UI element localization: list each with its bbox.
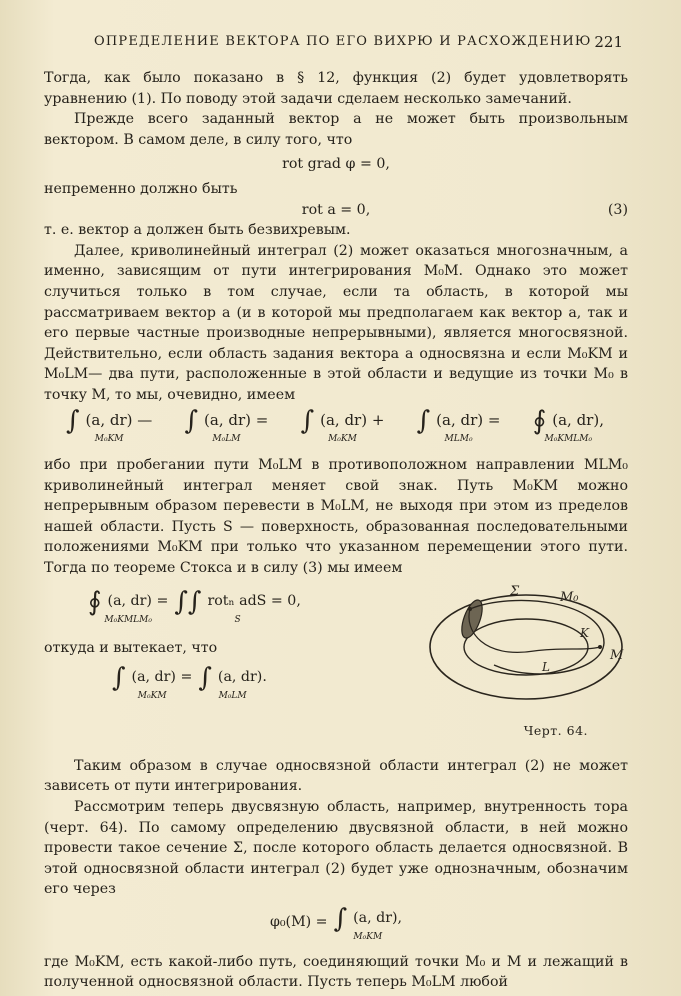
- paragraph-10: где M₀KM, есть какой-либо путь, соединяющий точки M₀ и M и лежащий в полученной односвязной области. Пусть теперь M₀LM любой: [44, 953, 628, 991]
- integral-sign: ∫: [333, 904, 348, 934]
- integral-subscript: M₀LM: [212, 433, 241, 444]
- paragraph-1: Тогда, как было показано в § 12, функция (2) будет удовлетворять уравнению (1). По поводу этой задачи сделаем несколько замечаний.: [44, 70, 628, 107]
- integral-subscript: S: [234, 614, 241, 625]
- formula-path-equality: [112, 662, 414, 707]
- path-term-1: [112, 662, 193, 707]
- integral-identity: [44, 406, 628, 450]
- integral-term-1: [66, 405, 153, 450]
- formula-3-row: [44, 200, 628, 221]
- page-body: [44, 68, 628, 993]
- label-l: L: [542, 659, 550, 674]
- integral-subscript: M₀KMLM₀: [104, 614, 152, 625]
- page-number: 221: [594, 33, 623, 51]
- paragraph-5: Далее, криволинейный интеграл (2) может оказаться многозначным, а именно, зависящим от пути интегрирования M₀M. Однако это может случиться только в том случае, если та область, в которой мы рассматриваем вектор a (и в которой мы предполагаем как вектор a, так и его первые частные производные непрерывными), является многосвязной. Действительно, если область задания вектора a односвязна и если M₀KM и M₀LM— два пути, расположенные в этой области и ведущие из точки M₀ в точку M, то мы, очевидно, имеем: [44, 242, 628, 403]
- paragraph-9: Рассмотрим теперь двусвязную область, например, внутренность тора (черт. 64). По самому определению двусвязной области, в ней можно провести такое сечение Σ, после которого область делается односвязной. В этой односвязной области интеграл (2) будет уже однозначным, обозначим его через: [44, 799, 628, 898]
- integral-term-text: (a, dr) =: [131, 668, 193, 685]
- label-m: M: [610, 647, 624, 663]
- integral-subscript: M₀KM: [328, 433, 357, 444]
- path-term-2: [198, 662, 267, 707]
- paragraph-4: т. е. вектор a должен быть безвихревым.: [44, 222, 351, 239]
- double-integral-sign: ∫∫: [174, 586, 202, 617]
- text-and-figure: [44, 581, 628, 742]
- integral-term-4: [416, 405, 501, 450]
- paragraph-7: откуда и вытекает, что: [44, 640, 218, 657]
- formula-stokes: [88, 586, 414, 631]
- integral-sign: ∫: [66, 405, 80, 436]
- integral-term-text: (a, dr) =: [107, 592, 169, 609]
- integral-subscript: M₀LM: [218, 690, 247, 701]
- integral-term-text: (a, dr),: [353, 910, 403, 926]
- paragraph-6: ибо при пробегании пути M₀LM в противоположном направлении MLM₀ криволинейный интеграл меняет свой знак. Путь M₀KM можно непрерывным образом перевести в M₀LM, не выходя при этом из пределов нашей области. Пусть S — поверхность, образованная последовательными положениями M₀KM при только что указанном перемещении этого пути. Тогда по теореме Стокса и в силу (3) мы имеем: [44, 457, 628, 577]
- contour-integral-sign: ∮: [532, 405, 547, 436]
- integral-subscript: MLM₀: [444, 433, 473, 444]
- label-k: K: [580, 625, 589, 640]
- integral-term-text: rotₙ adS = 0,: [207, 592, 301, 609]
- phi0-lhs: φ₀(M) =: [269, 914, 328, 930]
- paragraph-8: Таким образом в случае односвязной области интеграл (2) не может зависеть от пути интегрирования.: [44, 757, 628, 795]
- integral-subscript: M₀KM: [94, 433, 124, 444]
- header-title: ОПРЕДЕЛЕНИЕ ВЕКТОРА ПО ЕГО ВИХРЮ И РАСХОЖДЕНИЮ: [94, 34, 592, 49]
- integral-sign: ∫: [184, 405, 199, 436]
- integral-term-5: [532, 405, 604, 450]
- paragraph-2: Прежде всего заданный вектор a не может быть произвольным вектором. В самом деле, в силу того, что: [44, 111, 628, 148]
- torus-diagram: [414, 581, 628, 709]
- formula-phi0: [44, 904, 628, 948]
- integral-term-2: [184, 405, 269, 450]
- integral-term-text: (a, dr).: [217, 668, 267, 685]
- phi0-term: [333, 904, 403, 948]
- equation-number-3: (3): [607, 201, 628, 218]
- integral-term-text: (a, dr) +: [320, 410, 385, 429]
- integral-term-text: (a, dr) —: [85, 410, 153, 429]
- surface-term: [174, 586, 301, 631]
- integral-sign: ∫: [300, 405, 315, 436]
- integral-term-text: (a, dr) =: [204, 410, 269, 429]
- left-column: [44, 581, 414, 742]
- integral-sign: ∫: [416, 405, 431, 436]
- formula-rot-grad: rot grad φ = 0,: [282, 156, 390, 173]
- contour-integral-sign: ∮: [88, 586, 102, 617]
- integral-term-text: (a, dr) =: [436, 410, 501, 429]
- paragraph-3: непременно должно быть: [44, 180, 238, 197]
- figure-caption: Черт. 64.: [523, 723, 588, 739]
- integral-term-text: (a, dr),: [552, 410, 604, 429]
- integral-subscript: M₀KM: [353, 932, 383, 942]
- integral-sign: ∫: [198, 662, 212, 693]
- integral-term-3: [300, 405, 385, 450]
- torus-figure: [414, 581, 628, 742]
- contour-term: [88, 586, 169, 631]
- formula-rot-a: rot a = 0,: [301, 201, 371, 218]
- label-m0: M₀: [560, 589, 579, 605]
- integral-subscript: M₀KM: [137, 690, 167, 701]
- label-sigma: Σ: [510, 583, 520, 599]
- integral-sign: ∫: [112, 662, 126, 693]
- running-header: [94, 34, 623, 49]
- integral-subscript: M₀KMLM₀: [544, 433, 593, 444]
